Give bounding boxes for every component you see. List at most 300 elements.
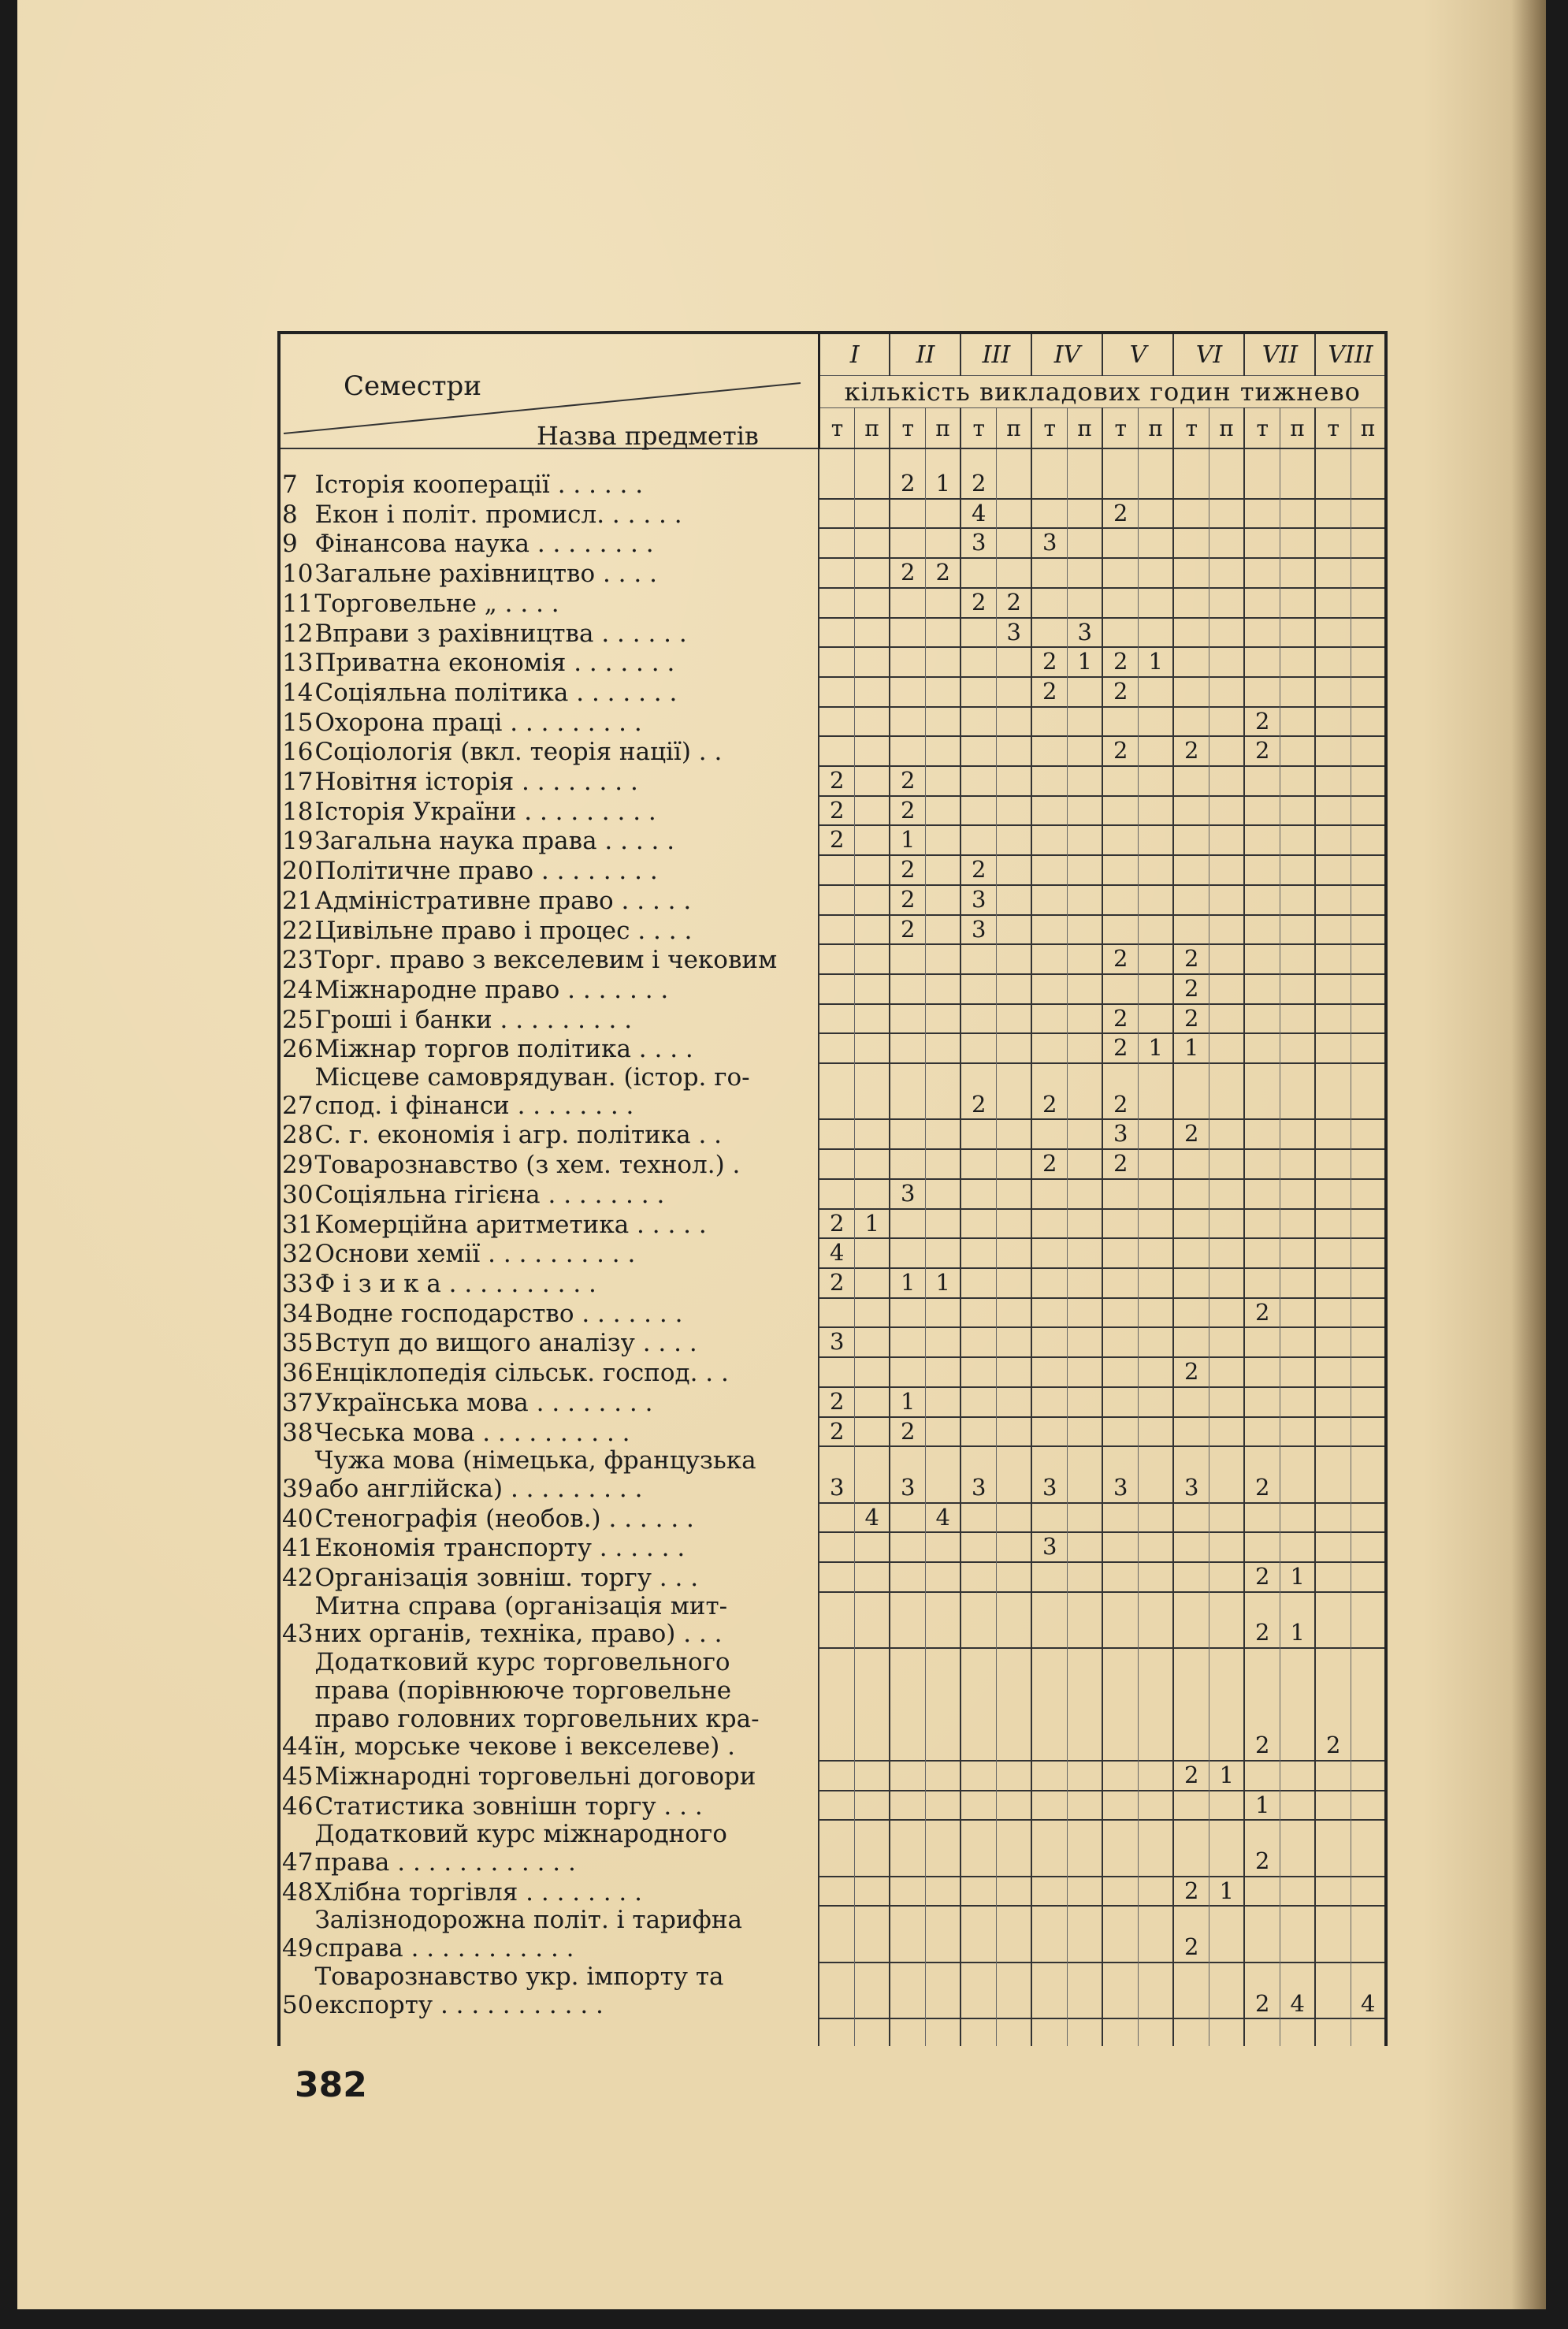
- practice-hours-cell: [1067, 648, 1102, 678]
- hours-value: [1351, 1300, 1385, 1328]
- hours-value: [1245, 798, 1280, 826]
- hours-value: [1209, 798, 1244, 826]
- subject-row: [279, 826, 1386, 856]
- practice-hours-cell: [1351, 1447, 1386, 1503]
- practice-hours-cell: [925, 916, 960, 946]
- theory-hours-cell: [1244, 1907, 1280, 1963]
- hours-value: [1280, 768, 1315, 797]
- hours-value: [1174, 768, 1209, 797]
- hours-value: [1351, 1211, 1385, 1239]
- hours-value: [890, 590, 925, 619]
- subject-number: 34: [279, 1299, 313, 1329]
- theory-hours-cell: [1102, 797, 1138, 827]
- hours-value: [1174, 1211, 1209, 1239]
- hours-value: [855, 500, 890, 529]
- hours-value: [1245, 1390, 1280, 1418]
- practice-hours-cell: [1351, 826, 1386, 856]
- subject-name-line: Митна справа (організація мит-: [314, 1592, 728, 1620]
- practice-hours-cell: [1138, 1064, 1173, 1120]
- theory-hours-cell: [819, 1649, 854, 1762]
- theory-hours-cell: [1173, 648, 1209, 678]
- hours-value: [1174, 1419, 1209, 1447]
- hours-value: [1068, 1360, 1102, 1388]
- practice-hours-cell: [996, 589, 1031, 619]
- hours-value: [819, 709, 854, 737]
- practice-hours-cell: [1067, 1533, 1102, 1563]
- theory-hours-cell: [960, 767, 996, 797]
- theory-hours-cell: [1102, 678, 1138, 708]
- hours-value: [961, 1181, 996, 1210]
- hours-value: [1174, 560, 1209, 589]
- subject-row: [279, 1504, 1386, 1534]
- practice-hours-cell: [1138, 1210, 1173, 1240]
- practice-hours-cell: [1351, 1299, 1386, 1329]
- practice-hours-cell: [1067, 1034, 1102, 1064]
- theory-hours-cell: [890, 1877, 925, 1907]
- practice-hours-cell: [1067, 559, 1102, 589]
- practice-hours-cell: [925, 1388, 960, 1418]
- hours-value: [1316, 560, 1351, 589]
- subject-name: [313, 767, 819, 797]
- hours-value: [1174, 1849, 1209, 1877]
- practice-hours-cell: [1067, 1120, 1102, 1150]
- theory-hours-cell: [1315, 1649, 1351, 1762]
- theory-hours-cell: [1173, 1593, 1209, 1649]
- subject-row: [279, 1064, 1386, 1120]
- subject-name-line: Охорона праці . . . . . . . . .: [314, 708, 642, 737]
- practice-hours-cell: [1280, 708, 1315, 738]
- hours-value: 2: [1174, 945, 1209, 975]
- theory-hours-cell: [960, 1299, 996, 1329]
- theory-hours-cell: [890, 678, 925, 708]
- practice-hours-cell: [1209, 1180, 1244, 1210]
- theory-hours-cell: [819, 1877, 854, 1907]
- theory-hours-cell: [1031, 1791, 1067, 1821]
- theory-hours-cell: [1315, 1210, 1351, 1240]
- hours-value: [1280, 530, 1315, 559]
- hours-value: [1245, 768, 1280, 797]
- hours-value: [926, 1849, 960, 1877]
- theory-hours-cell: [1031, 945, 1067, 975]
- subject-number: 17: [279, 767, 313, 797]
- practice-hours-cell: [854, 1504, 890, 1534]
- hours-value: [1139, 1211, 1173, 1239]
- theory-hours-cell: [890, 619, 925, 649]
- theory-hours-cell: [960, 1649, 996, 1762]
- theory-hours-cell: [1031, 1328, 1067, 1358]
- hours-value: [1245, 471, 1280, 500]
- practice-hours-cell: [1351, 1150, 1386, 1180]
- subject-name-line: Ф і з и к а . . . . . . . . . .: [314, 1269, 596, 1298]
- theory-hours-cell: [1173, 529, 1209, 559]
- subject-name-line: Соціяльна гігієна . . . . . . . .: [314, 1180, 665, 1209]
- hours-value: [1032, 768, 1067, 797]
- hours-value: [1316, 1036, 1351, 1064]
- hours-value: [1245, 1006, 1280, 1034]
- hours-value: [997, 1733, 1031, 1762]
- practice-hours-cell: [1351, 1358, 1386, 1388]
- hours-value: [1174, 1505, 1209, 1533]
- hours-value: [1316, 1475, 1351, 1504]
- theory-hours-cell: [960, 1593, 996, 1649]
- hours-value: [1032, 1330, 1067, 1358]
- hours-value: [1139, 739, 1173, 767]
- theory-hours-cell: [1315, 737, 1351, 767]
- practice-hours-cell: [1280, 1150, 1315, 1180]
- hours-value: [1032, 1211, 1067, 1239]
- practice-hours-cell: [1351, 1533, 1386, 1563]
- practice-hours-cell: [925, 1034, 960, 1064]
- practice-hours-cell: [925, 1533, 960, 1563]
- practice-hours-cell: [996, 1034, 1031, 1064]
- subject-row: [279, 1447, 1386, 1503]
- theory-column-label: т: [1244, 408, 1280, 449]
- book-spine-shadow: [1511, 0, 1546, 2309]
- theory-hours-cell: [819, 1299, 854, 1329]
- theory-hours-cell: [960, 1034, 996, 1064]
- hours-value: [1316, 649, 1351, 678]
- practice-hours-cell: [1351, 648, 1386, 678]
- hours-value: [890, 1330, 925, 1358]
- practice-hours-cell: [925, 1963, 960, 2019]
- hours-value: [819, 1620, 854, 1649]
- subject-name-line: Водне господарство . . . . . . .: [314, 1299, 683, 1328]
- theory-hours-cell: [1173, 1963, 1209, 2019]
- hours-value: 2: [1245, 1990, 1280, 2020]
- theory-hours-cell: [1315, 1005, 1351, 1035]
- hours-value: [926, 1390, 960, 1418]
- hours-value: [1139, 471, 1173, 500]
- practice-hours-cell: [854, 589, 890, 619]
- practice-hours-cell: [854, 856, 890, 886]
- theory-hours-cell: [819, 886, 854, 916]
- practice-hours-cell: [1067, 1150, 1102, 1180]
- hours-value: [1209, 1006, 1244, 1034]
- hours-value: [855, 1271, 890, 1299]
- theory-hours-cell: [890, 1504, 925, 1534]
- practice-hours-cell: [1138, 589, 1173, 619]
- theory-hours-cell: [1244, 1120, 1280, 1150]
- theory-hours-cell: [1102, 1120, 1138, 1150]
- hours-value: [926, 798, 960, 826]
- practice-hours-cell: [925, 1504, 960, 1534]
- subject-number: 37: [279, 1388, 313, 1418]
- theory-hours-cell: [1031, 856, 1067, 886]
- hours-value: 2: [1174, 1358, 1209, 1388]
- practice-hours-cell: [1351, 797, 1386, 827]
- practice-hours-cell: [925, 500, 960, 530]
- theory-hours-cell: [960, 737, 996, 767]
- hours-value: [997, 1006, 1031, 1034]
- hours-value: [1316, 619, 1351, 648]
- theory-hours-cell: [1031, 1593, 1067, 1649]
- hours-value: [1245, 1271, 1280, 1299]
- theory-hours-cell: [1244, 826, 1280, 856]
- practice-hours-cell: [1209, 1210, 1244, 1240]
- subjects-heading: Назва предметів: [537, 421, 759, 451]
- subject-number: 16: [279, 737, 313, 767]
- practice-hours-cell: [996, 1388, 1031, 1418]
- hours-value: [997, 977, 1031, 1005]
- hours-value: 2: [1103, 1034, 1138, 1064]
- practice-hours-cell: [1138, 678, 1173, 708]
- practice-hours-cell: [1138, 708, 1173, 738]
- hours-value: 2: [1103, 1091, 1138, 1121]
- hours-value: [997, 1419, 1031, 1447]
- theory-hours-cell: [960, 708, 996, 738]
- subject-number: 14: [279, 678, 313, 708]
- subject-row: [279, 1762, 1386, 1791]
- subject-name: [313, 945, 819, 975]
- practice-hours-cell: [1067, 1762, 1102, 1791]
- practice-hours-cell: [854, 1418, 890, 1448]
- hours-value: [890, 1006, 925, 1034]
- practice-hours-cell: [854, 1358, 890, 1388]
- hours-value: [1174, 917, 1209, 945]
- hours-value: [890, 1733, 925, 1762]
- hours-value: [855, 1419, 890, 1447]
- subject-row: [279, 1210, 1386, 1240]
- subject-name-line: Цивільне право і процес . . . .: [314, 916, 693, 945]
- hours-value: [1351, 1849, 1385, 1877]
- hours-value: [1280, 1763, 1315, 1791]
- theory-hours-cell: [1244, 886, 1280, 916]
- theory-hours-cell: [960, 1877, 996, 1907]
- subject-name-line: С. г. економія і агр. політика . .: [314, 1121, 723, 1150]
- hours-value: [1245, 1763, 1280, 1791]
- hours-value: [1351, 947, 1385, 975]
- hours-value: [961, 1300, 996, 1328]
- hours-value: [1245, 828, 1280, 856]
- theory-hours-cell: [1315, 1180, 1351, 1210]
- subject-number: 49: [279, 1907, 313, 1963]
- hours-value: 3: [997, 619, 1031, 649]
- theory-hours-cell: [1173, 1907, 1209, 1963]
- hours-value: [926, 649, 960, 678]
- hours-value: [961, 1763, 996, 1791]
- hours-value: [926, 1006, 960, 1034]
- hours-value: [1209, 1792, 1244, 1821]
- theory-hours-cell: [1102, 1907, 1138, 1963]
- theory-hours-cell: [1102, 1034, 1138, 1064]
- hours-value: [1174, 530, 1209, 559]
- practice-hours-cell: [996, 1762, 1031, 1791]
- practice-hours-cell: [1138, 1963, 1173, 2019]
- theory-hours-cell: [890, 1180, 925, 1210]
- subject-row: [279, 1593, 1386, 1649]
- theory-hours-cell: [1315, 1034, 1351, 1064]
- hours-value: [1351, 1620, 1385, 1649]
- theory-hours-cell: [1315, 1064, 1351, 1120]
- hours-value: [1280, 1241, 1315, 1269]
- hours-value: [1245, 1092, 1280, 1120]
- semester-header: II: [890, 333, 960, 376]
- hours-value: [1068, 887, 1102, 916]
- theory-hours-cell: [1102, 1239, 1138, 1269]
- hours-value: 2: [1032, 648, 1067, 678]
- theory-hours-cell: [1102, 767, 1138, 797]
- practice-hours-cell: [1067, 1005, 1102, 1035]
- hours-value: [855, 858, 890, 886]
- theory-hours-cell: [1102, 1791, 1138, 1821]
- theory-hours-cell: [890, 1418, 925, 1448]
- theory-hours-cell: [1031, 1762, 1067, 1791]
- theory-hours-cell: [1102, 1299, 1138, 1329]
- practice-hours-cell: [925, 1005, 960, 1035]
- hours-value: 2: [1174, 737, 1209, 767]
- practice-hours-cell: [1351, 856, 1386, 886]
- hours-value: [1032, 560, 1067, 589]
- theory-hours-cell: [1031, 737, 1067, 767]
- theory-hours-cell: [960, 886, 996, 916]
- practice-hours-cell: [1209, 1034, 1244, 1064]
- hours-value: [1174, 1390, 1209, 1418]
- subject-number: 30: [279, 1180, 313, 1210]
- theory-hours-cell: [1031, 1064, 1067, 1120]
- hours-value: [997, 947, 1031, 975]
- hours-value: [1209, 1475, 1244, 1504]
- practice-hours-cell: [1067, 678, 1102, 708]
- theory-hours-cell: [1031, 1150, 1067, 1180]
- practice-column-label: п: [1067, 408, 1102, 449]
- subject-name: [313, 1210, 819, 1240]
- hours-value: [819, 619, 854, 648]
- practice-hours-cell: [1067, 619, 1102, 649]
- hours-value: [890, 679, 925, 708]
- theory-hours-cell: [1173, 1447, 1209, 1503]
- subject-name: [313, 1328, 819, 1358]
- hours-value: [1209, 560, 1244, 589]
- practice-hours-cell: [1067, 1791, 1102, 1821]
- hours-value: [855, 1036, 890, 1064]
- hours-value: [926, 1151, 960, 1180]
- theory-hours-cell: [960, 1005, 996, 1035]
- subject-name: [313, 470, 819, 500]
- theory-hours-cell: [960, 1907, 996, 1963]
- hours-value: [961, 1360, 996, 1388]
- subject-name-line: Місцеве самоврядуван. (істор. го-: [314, 1064, 750, 1092]
- hours-value: [1316, 1935, 1351, 1963]
- practice-hours-cell: [1209, 797, 1244, 827]
- hours-value: 2: [890, 797, 925, 827]
- hours-value: [1139, 1006, 1173, 1034]
- hours-value: [1139, 1564, 1173, 1593]
- theory-hours-cell: [1173, 1649, 1209, 1762]
- practice-hours-cell: [1280, 1963, 1315, 2019]
- theory-hours-cell: [1031, 1120, 1067, 1150]
- practice-hours-cell: [1351, 1907, 1386, 1963]
- hours-value: [1032, 1763, 1067, 1791]
- practice-hours-cell: [1280, 589, 1315, 619]
- subject-name-line: Українська мова . . . . . . . .: [314, 1388, 653, 1417]
- hours-value: [1280, 1300, 1315, 1328]
- subject-name: [313, 1120, 819, 1150]
- hours-value: [1351, 530, 1385, 559]
- hours-value: [1209, 1535, 1244, 1563]
- hours-value: [1280, 709, 1315, 737]
- hours-value: [890, 1505, 925, 1533]
- theory-hours-cell: [1244, 1963, 1280, 2019]
- subject-name-line: Торг. право з векселевим і чековим: [314, 946, 778, 975]
- hours-value: [997, 1241, 1031, 1269]
- practice-hours-cell: [1209, 1821, 1244, 1877]
- hours-value: [997, 1330, 1031, 1358]
- theory-hours-cell: [1244, 1504, 1280, 1534]
- practice-hours-cell: [1138, 1649, 1173, 1762]
- subject-number: 39: [279, 1447, 313, 1503]
- hours-value: [890, 709, 925, 737]
- hours-value: [1316, 500, 1351, 529]
- hours-value: [890, 1300, 925, 1328]
- subject-name: [313, 619, 819, 649]
- hours-value: [1139, 1535, 1173, 1563]
- practice-hours-cell: [925, 529, 960, 559]
- practice-hours-cell: [1138, 1791, 1173, 1821]
- practice-hours-cell: [1067, 1299, 1102, 1329]
- subject-name-line: Організація зовніш. торгу . . .: [314, 1564, 699, 1593]
- theory-hours-cell: [1244, 1150, 1280, 1180]
- practice-hours-cell: [1209, 1447, 1244, 1503]
- practice-hours-cell: [1138, 1328, 1173, 1358]
- theory-hours-cell: [1173, 559, 1209, 589]
- practice-hours-cell: [1280, 975, 1315, 1005]
- hours-value: [961, 739, 996, 767]
- subject-name-line: спод. і фінанси . . . . . . . .: [314, 1091, 634, 1120]
- hours-value: 2: [890, 856, 925, 886]
- hours-value: [997, 858, 1031, 886]
- theory-hours-cell: [960, 916, 996, 946]
- practice-hours-cell: [1209, 1358, 1244, 1388]
- subject-row: [279, 1034, 1386, 1064]
- hours-value: [1209, 1564, 1244, 1593]
- hours-value: [1068, 679, 1102, 708]
- hours-value: 3: [1174, 1474, 1209, 1504]
- subject-name: [313, 559, 819, 589]
- theory-hours-cell: [819, 945, 854, 975]
- hours-value: 2: [1032, 1091, 1067, 1121]
- hours-value: [926, 1036, 960, 1064]
- subject-name: [313, 1034, 819, 1064]
- hours-value: [1351, 1564, 1385, 1593]
- practice-hours-cell: [996, 1418, 1031, 1448]
- practice-hours-cell: [854, 1907, 890, 1963]
- practice-hours-cell: [1209, 708, 1244, 738]
- theory-hours-cell: [819, 589, 854, 619]
- hours-value: [1280, 560, 1315, 589]
- practice-hours-cell: [854, 1150, 890, 1180]
- practice-hours-cell: [996, 1533, 1031, 1563]
- practice-hours-cell: [854, 1821, 890, 1877]
- practice-hours-cell: [925, 1907, 960, 1963]
- theory-hours-cell: [1102, 1762, 1138, 1791]
- theory-hours-cell: [1102, 559, 1138, 589]
- hours-value: 2: [890, 916, 925, 946]
- hours-value: [1316, 1390, 1351, 1418]
- hours-value: [961, 1878, 996, 1907]
- theory-hours-cell: [1315, 797, 1351, 827]
- theory-hours-cell: [1102, 1563, 1138, 1593]
- subject-number: 47: [279, 1821, 313, 1877]
- theory-hours-cell: [1315, 916, 1351, 946]
- subject-row: [279, 1418, 1386, 1448]
- hours-value: [1245, 1036, 1280, 1064]
- hours-value: 2: [890, 559, 925, 589]
- header-diagonal-cell: [279, 333, 819, 451]
- hours-value: [1316, 471, 1351, 500]
- practice-hours-cell: [1067, 470, 1102, 500]
- hours-value: [1032, 1181, 1067, 1210]
- practice-hours-cell: [1280, 797, 1315, 827]
